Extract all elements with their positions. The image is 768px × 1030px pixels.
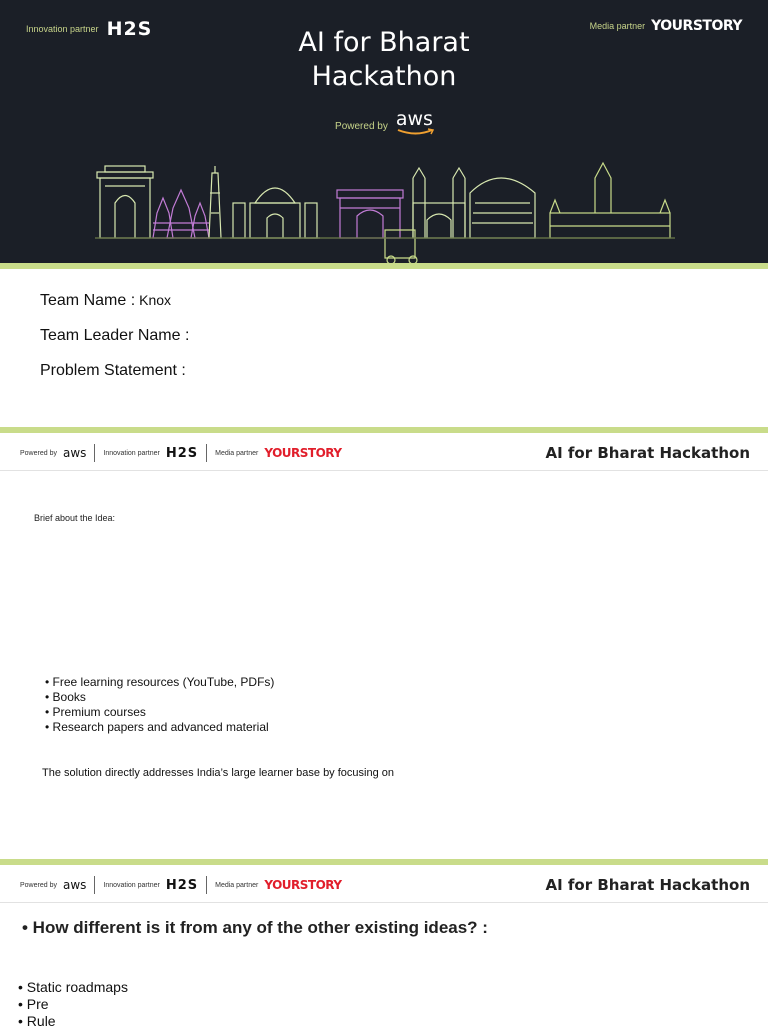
separator bbox=[94, 444, 95, 462]
powered-by bbox=[0, 108, 768, 136]
powered-by-label: Powered by bbox=[335, 121, 388, 132]
media-partner-label: Media partner bbox=[215, 449, 259, 457]
list-item: • Premium courses bbox=[45, 705, 146, 719]
title-slide bbox=[0, 0, 768, 425]
hero-banner bbox=[0, 0, 768, 263]
list-item: • Rule bbox=[18, 1013, 56, 1029]
problem-statement-label: Problem Statement : bbox=[40, 362, 186, 379]
resource-bullets bbox=[45, 675, 274, 735]
list-item: • Research papers and advanced material bbox=[45, 720, 269, 734]
yourstory-logo: YOURSTORY bbox=[264, 446, 342, 460]
title-line-2: Hackathon bbox=[311, 61, 457, 92]
h2s-logo: H2S bbox=[165, 445, 199, 461]
title-line-1: AI for Bharat bbox=[298, 27, 470, 58]
media-partner-label: Media partner bbox=[215, 881, 259, 889]
team-leader-label: Team Leader Name : bbox=[40, 327, 190, 344]
header-title: AI for Bharat Hackathon bbox=[545, 876, 750, 894]
team-fields bbox=[40, 292, 193, 397]
team-leader-field bbox=[40, 327, 193, 362]
problem-statement-field bbox=[40, 362, 193, 397]
separator bbox=[94, 876, 95, 894]
list-item: • Static roadmaps bbox=[18, 979, 128, 995]
powered-by-label: Powered by bbox=[20, 881, 57, 889]
separator bbox=[206, 444, 207, 462]
slide-divider bbox=[0, 859, 768, 865]
innovation-partner-label: Innovation partner bbox=[103, 881, 160, 889]
hero-accent-line bbox=[0, 263, 768, 269]
existing-ideas-bullets bbox=[18, 979, 128, 1030]
header-title: AI for Bharat Hackathon bbox=[545, 444, 750, 462]
innovation-partner-label: Innovation partner bbox=[26, 24, 99, 34]
yourstory-logo: YOURSTORY bbox=[651, 18, 742, 34]
slide-header bbox=[0, 436, 768, 471]
aws-logo bbox=[396, 108, 433, 136]
aws-logo-text: aws bbox=[395, 108, 433, 130]
solution-text: The solution directly addresses India’s large learner base by focusing on bbox=[42, 767, 394, 779]
team-name-field bbox=[40, 292, 193, 327]
slide-divider bbox=[0, 427, 768, 433]
aws-logo: aws bbox=[62, 446, 87, 460]
slide-header bbox=[0, 868, 768, 903]
aws-logo: aws bbox=[62, 878, 87, 892]
hackathon-title bbox=[0, 26, 768, 94]
h2s-logo: H2S bbox=[106, 18, 153, 40]
aws-smile-icon bbox=[396, 128, 436, 136]
india-skyline-illustration bbox=[95, 158, 675, 266]
difference-question: • How different is it from any of the other existing ideas? : bbox=[22, 918, 488, 937]
list-item: • Books bbox=[45, 690, 86, 704]
separator bbox=[206, 876, 207, 894]
team-name-label: Team Name : bbox=[40, 292, 136, 309]
list-item: • Free learning resources (YouTube, PDFs) bbox=[45, 675, 275, 689]
media-partner-label: Media partner bbox=[589, 21, 646, 31]
innovation-partner-label: Innovation partner bbox=[103, 449, 160, 457]
list-item: • Pre bbox=[18, 996, 49, 1012]
team-name-value: Knox bbox=[139, 292, 172, 308]
powered-by-label: Powered by bbox=[20, 449, 57, 457]
h2s-logo: H2S bbox=[165, 877, 199, 893]
yourstory-logo: YOURSTORY bbox=[264, 878, 342, 892]
brief-label: Brief about the Idea: bbox=[34, 513, 116, 523]
